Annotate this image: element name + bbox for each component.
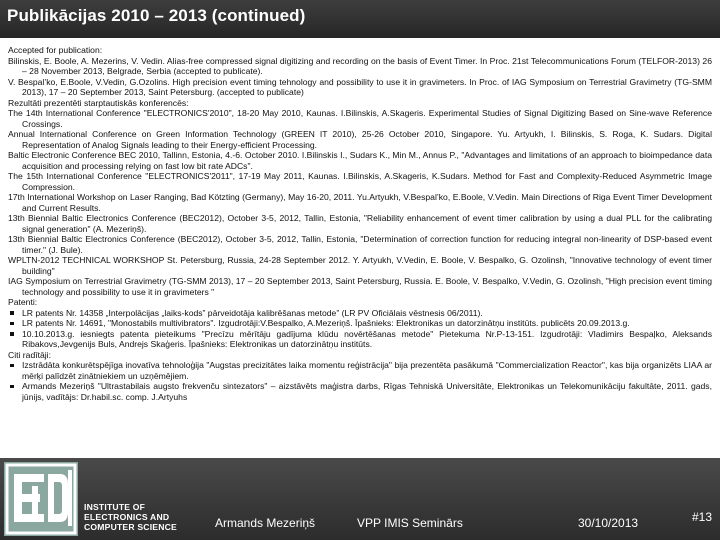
conference-entry: 17th International Workshop on Laser Ranging, Bad Kötzting (Germany), May 16-20, 2011. Yu.Artyukh, V.Bespal’ko, E.Boole, V.Vedin. Main Directions of Riga Event Timer Development and Current Results. bbox=[8, 192, 712, 213]
conference-entry: WPLTN-2012 TECHNICAL WORKSHOP St. Petersburg, Russia, 24-28 September 2012. Y. Artyukh, V.Vedin, E. Boole, V. Bespalko, G. Ozolinsh, "Innovative technology of event timer building" bbox=[8, 255, 712, 276]
bullet-icon bbox=[10, 322, 14, 326]
publication-entry: V. Bespal’ko, E.Boole, V.Vedin, G.Ozolins. High precision event timing tehnology and possibility to use it in gravimeters. In Proc. of IAG Symposium on Terrestrial Gravimetry (TG-SMM 2013), 17 – 20 September 2013, Saint Petersburg. (accepted to publicate) bbox=[8, 76, 712, 97]
footer-date: 30/10/2013 bbox=[578, 516, 639, 530]
patent-text: 10.10.2013.g. iesniegts patenta pieteikums "Precīzu mērītāju gadījuma klūdu novērtēšanas metode" Pietekuma Nr.P-13-151. Izgudrotāji: Vladimirs Bespaļko, Aleksands Ribakovs,Jevgenijs Buls, Andrejs Skaģeris. Īpašnieks: Elektronikas un datorzinātņu institūts. bbox=[22, 328, 712, 349]
conference-entry: IAG Symposium on Terrestrial Gravimetry (TG-SMM 2013), 17 – 20 September 2013, Saint Petersburg, Russia. E. Boole, V. Bespalko, V.Vedin, G. Ozolinsh, "High precision event timing technology and possibility to use it in gravimeters " bbox=[8, 276, 712, 297]
institute-line: COMPUTER SCIENCE bbox=[84, 522, 177, 533]
conference-entry: The 15th International Conference "ELECTRONICS'2011", 17-19 May 2011, Kaunas. I.Bilinskis, A.Skageris, K.Sudars. Method for Fast and Complexity-Reduced Asymmetric Image Compression. bbox=[8, 171, 712, 192]
patent-text: LR patents Nr. 14358 „Interpolācijas „laiks-kods” pārveidotāja kalibrēšanas metode” (LR PV Oficiālais vēstnesis 06/2011). bbox=[22, 307, 483, 318]
section-heading: Accepted for publication: bbox=[8, 45, 103, 55]
footer-event: VPP IMIS Seminārs bbox=[357, 516, 463, 530]
bullet-icon bbox=[10, 311, 14, 315]
conference-entry: Annual International Conference on Green Information Technology (GREEN IT 2010), 25-26 October 2010, Singapore. Yu. Artyukh, I. Bilinskis, S. Roga, K. Sudars. Digital Representation of Analog Signals leading to their Energy-efficient Processing. bbox=[8, 129, 712, 150]
title-bar bbox=[0, 0, 720, 38]
patent-item bbox=[8, 318, 712, 329]
slide-number: #13 bbox=[692, 510, 713, 524]
footer-author: Armands Mezeriņš bbox=[215, 516, 316, 530]
conference-entry: 13th Biennial Baltic Electronics Conference (BEC2012), October 3-5, 2012, Tallin, Estonia, "Reliability enhancement of event timer calibration by using a dual PLL for the calibrating signal generation" (A. Mezeriņš). bbox=[8, 213, 712, 234]
edi-logo-icon bbox=[4, 462, 78, 536]
patent-item bbox=[8, 329, 712, 350]
other-result-text: Armands Mezeriņš "Ultrastabilais augsto frekvenču sintezators" – aizstāvēts maģistra darbs, Rīgas Tehniskā Universitāte, Elektronikas un Telekomunikāciju fakultāte, 2011. gads, jūnijs, vadītājs: Dr.habil.sc. comp. J.Artyuhs bbox=[22, 381, 712, 402]
section-heading: Citi radītāji: bbox=[8, 349, 51, 360]
institute-name bbox=[84, 502, 177, 533]
content-area bbox=[8, 45, 712, 402]
section-heading: Patenti: bbox=[8, 297, 38, 307]
conference-entry: 13th Biennial Baltic Electronics Conference (BEC2012), October 3-5, 2012, Tallin, Estonia, "Determination of correction function for reducing integral non-linearity of DSP-based event timer." (J. Bule). bbox=[8, 234, 712, 255]
bullet-icon bbox=[10, 332, 14, 336]
other-result-text: Izstrādāta konkurētspējīga inovatīva tehnoloģija "Augstas precizitātes laika momentu reģistrācija" bija prezentēta pasākumā "Commercialization Reactor", kas bija organizēts LIAA ar mērķi palīdzēt zinātniekiem un uzņēmējiem. bbox=[22, 360, 712, 381]
bullet-icon bbox=[10, 364, 14, 368]
other-result-item bbox=[8, 360, 712, 381]
slide-title: Publikācijas 2010 – 2013 (continued) bbox=[7, 6, 306, 25]
publication-entry: Bilinskis, E. Boole, A. Mezerins, V. Vedin. Alias-free compressed signal digitizing and recording on the basis of Event Timer. In Proc. 21st Telecommunications Forum (TELFOR-2013) 26 – 28 November 2013, Belgrade, Serbia (accepted to publicate). bbox=[8, 55, 712, 76]
other-result-item bbox=[8, 381, 712, 402]
section-heading: Rezultāti prezentēti starptautiskās konferencēs: bbox=[8, 97, 189, 108]
institute-line: INSTITUTE OF bbox=[84, 502, 146, 512]
conference-entry: Baltic Electronic Conference BEC 2010, Tallinn, Estonia, 4.-6. October 2010. I.Bilinskis I., Sudars K., Min M., Annus P., "Advantages and limitations of an approach to bioimpedance data acquisition and processing relying on fast low bit rate ADCs". bbox=[8, 150, 712, 171]
conference-entry: The 14th International Conference "ELECTRONICS'2010", 18-20 May 2010, Kaunas. I.Bilinskis, A.Skageris. Experimental Studies of Signal Digitizing Based on Sine-wave Reference Crossings. bbox=[8, 108, 712, 129]
patent-item bbox=[8, 308, 712, 319]
bullet-icon bbox=[10, 385, 14, 389]
patent-text: LR patents Nr. 14691, "Monostabils multivibrators". Izgudrotāji:V.Bespalko, A.Mezeriņš. Īpašnieks: Elektronikas un datorzinātņu institūts. publicēts 20.09.2013.g. bbox=[22, 318, 630, 328]
institute-line: ELECTRONICS AND bbox=[84, 512, 170, 523]
